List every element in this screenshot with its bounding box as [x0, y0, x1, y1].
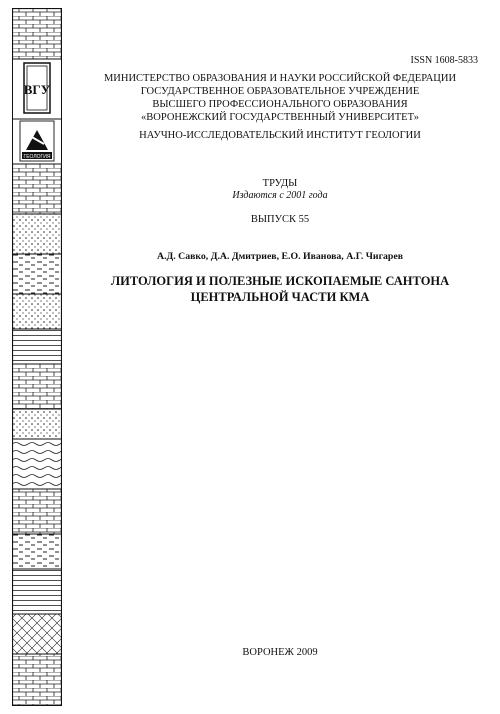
authors: А.Д. Савко, Д.А. Дмитриев, Е.О. Иванова, А.Г. Чигарев [156, 251, 404, 262]
research-institute: НАУЧНО-ИССЛЕДОВАТЕЛЬСКИЙ ИНСТИТУТ ГЕОЛОГИИ [139, 130, 421, 141]
issn-number: ISSN 1608-5833 [410, 55, 478, 66]
book-title-line: ЛИТОЛОГИЯ И ПОЛЕЗНЫЕ ИСКОПАЕМЫЕ САНТОНА [110, 274, 450, 288]
institution-line: МИНИСТЕРСТВО ОБРАЗОВАНИЯ И НАУКИ РОССИЙСКОЙ ФЕДЕРАЦИИ [103, 73, 457, 84]
stratigraphic-column-graphic [12, 8, 62, 706]
issue-number: ВЫПУСК 55 [250, 214, 310, 225]
institution-line: «ВОРОНЕЖСКИЙ ГОСУДАРСТВЕННЫЙ УНИВЕРСИТЕТ» [141, 112, 419, 123]
proceedings-label: ТРУДЫ [262, 178, 298, 189]
svg-text:ВГУ: ВГУ [23, 82, 51, 97]
institution-header [80, 72, 480, 124]
svg-text:ГЕОЛОГИЯ: ГЕОЛОГИЯ [23, 154, 51, 160]
university-logo [24, 63, 51, 113]
geology-logo [20, 121, 54, 161]
institution-line: ВЫСШЕГО ПРОФЕССИОНАЛЬНОГО ОБРАЗОВАНИЯ [152, 99, 408, 110]
institution-line: ГОСУДАРСТВЕННОЕ ОБРАЗОВАТЕЛЬНОЕ УЧРЕЖДЕНИЕ [140, 86, 420, 97]
published-since: Издаются с 2001 года [232, 190, 328, 201]
book-title [80, 273, 480, 305]
book-title-line: ЦЕНТРАЛЬНОЙ ЧАСТИ КМА [190, 290, 370, 304]
city-year: ВОРОНЕЖ 2009 [242, 647, 318, 658]
